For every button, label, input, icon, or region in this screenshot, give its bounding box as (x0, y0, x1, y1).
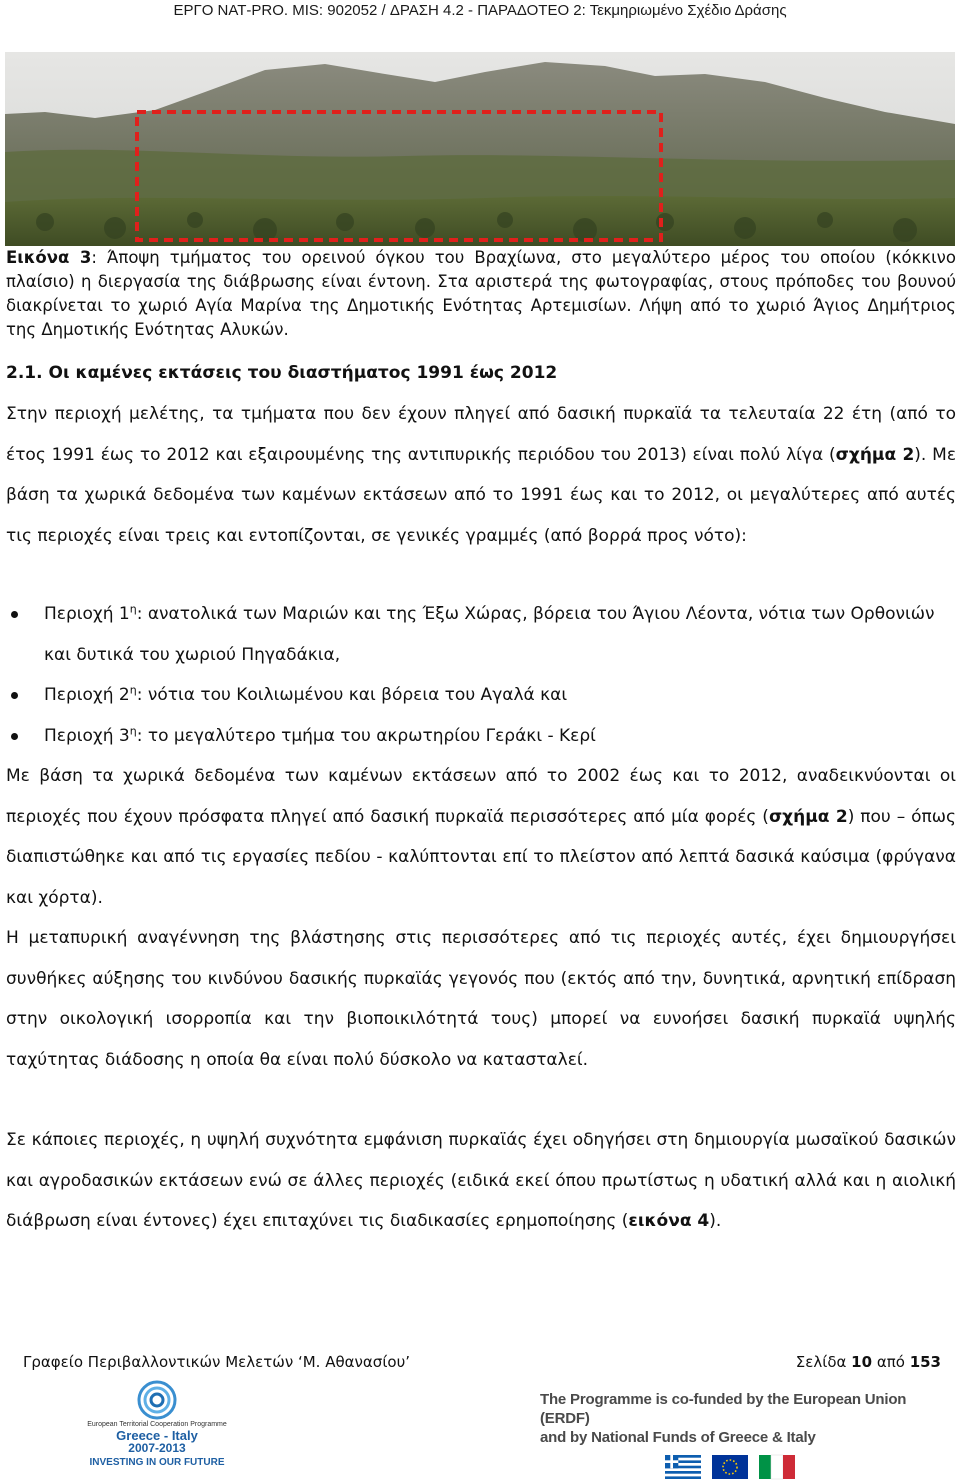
paragraph-2 (6, 756, 956, 918)
areas-list (6, 594, 956, 756)
list-item-text: : νότια του Κοιλιωμένου και βόρεια του Αγαλά και (136, 685, 568, 705)
paragraph-4 (6, 1120, 956, 1242)
paragraph-1 (6, 394, 956, 556)
programme-line1: European Territorial Cooperation Programme (87, 1421, 227, 1428)
list-item-ordinal: η (129, 723, 137, 737)
paragraph-2-text: Με βάση τα χωρικά δεδομένα των καμένων εκτάσεων από το 2002 έως και το 2012, αναδεικνύονται οι περιοχές που έχουν πρόσφατα πληγεί από δασική πυρκαϊά περισσότερες από μία φορές ( (6, 766, 956, 827)
paragraph-4-text: Σε κάποιες περιοχές, η υψηλή συχνότητα εμφάνιση πυρκαϊάς έχει οδηγήσει στη δημιουργία μωσαϊκού δασικών και αγροδασικών εκτάσεων ενώ σε άλλες περιοχές (ειδικά εκεί όπου πρωτίστως η υδατική αλλά και η αιολική διάβρωση είναι έντονες) έχει επιταχύνει τις διαδικασίες ερημοποίησης ( (6, 1130, 956, 1231)
eu-flag-icon (712, 1455, 748, 1479)
list-item-label: Περιοχή 1 (44, 604, 130, 624)
cofund-line-1: The Programme is co-funded by the European Union (ERDF) (540, 1391, 907, 1427)
current-page: 10 (851, 1353, 873, 1371)
figure-reference: εικόνα 4 (628, 1211, 710, 1231)
programme-years: 2007-2013 (128, 1441, 186, 1455)
paragraph-4-text: ). (709, 1211, 722, 1231)
list-item (6, 594, 956, 675)
figure-reference: σχήμα 2 (835, 444, 915, 465)
figure-caption-text: : Άποψη τμήματος του ορεινού όγκου του Βραχίωνα, στο μεγαλύτερο μέρος του οποίου (κόκκινο πλαίσιο) η διεργασία της διάβρωσης είναι έντονη. Στα αριστερά της φωτογραφίας, στους πρόποδες του βουνού διακρίνεται το χωριό Αγία Μαρίνα της Δημοτικής Ενότητας Αρτεμισίων. Λήψη από το χωριό Άγιος Δημήτριος της Δημοτικής Ενότητας Αλυκών. (6, 248, 956, 339)
list-item-text: : ανατολικά των Μαριών και της Έξω Χώρας, βόρεια του Άγιου Λέοντα, νότια των Ορθονιών και δυτικά του χωριού Πηγαδάκια, (44, 604, 935, 665)
list-item-label: Περιοχή 2 (44, 685, 130, 705)
list-item-text: : το μεγαλύτερο τμήμα του ακρωτηρίου Γεράκι - Κερί (136, 725, 596, 746)
list-item (6, 716, 956, 757)
cofunding-statement (540, 1390, 940, 1465)
paragraph-2-text: ) που – όπως διαπιστώθηκε και από τις εργασίες πεδίου - καλύπτονται επί το πλείστον από λεπτά δασικά καύσιμα (φρύγανα και χόρτα). (6, 806, 956, 908)
list-item-label: Περιοχή 3 (44, 725, 130, 746)
mountain-photo (5, 52, 955, 246)
document-header-title: ΕΡΓΟ ΝΑΤ-PRO. MIS: 902052 / ΔΡΑΣΗ 4.2 - ΠΑΡΑΔΟΤΕΟ 2: Τεκμηριωμένο Σχέδιο Δράσης (173, 2, 787, 19)
greece-italy-programme-logo (62, 1380, 252, 1468)
figure-caption (6, 246, 956, 342)
bullet-icon (11, 733, 18, 740)
greek-flag-icon (665, 1455, 701, 1479)
total-pages: 153 (909, 1353, 941, 1371)
cofund-line-2: and by National Funds of Greece & Italy (540, 1429, 816, 1446)
page-separator: από (872, 1353, 910, 1371)
figure-caption-label: Εικόνα 3 (6, 248, 92, 267)
list-item-ordinal: η (129, 602, 137, 616)
list-item-ordinal: η (129, 683, 137, 697)
italian-flag-icon (759, 1455, 795, 1479)
list-item (6, 675, 956, 716)
bullet-icon (11, 611, 18, 618)
footer-office-name: Γραφείο Περιβαλλοντικών Μελετών ‘Μ. Αθανασίου’ (23, 1353, 411, 1371)
spiral-emblem-icon (139, 1382, 175, 1418)
page-label: Σελίδα (795, 1353, 852, 1371)
figure-reference: σχήμα 2 (768, 806, 848, 827)
bullet-icon (11, 692, 18, 699)
paragraph-3: Η μεταπυρική αναγέννηση της βλάστησης στις περισσότερες από τις περιοχές αυτές, έχει δημιουργήσει συνθήκες αύξησης του κινδύνου δασικής πυρκαϊάς γεγονός που (εκτός από την, δυνητικά, αρνητική επίδραση στην οικολογική ισορροπία και την βιοποικιλότητά τους) μπορεί να ευνοήσει δασική πυρκαϊά υψηλής ταχύτητας διάδοσης η οποία θα είναι πολύ δύσκολο να κατασταλεί. (6, 928, 956, 1070)
page-number (796, 1352, 941, 1372)
paragraph-1-text: Στην περιοχή μελέτης, τα τμήματα που δεν έχουν πληγεί από δασική πυρκαϊά τα τελευταία 22 έτη (από το έτος 1991 έως το 2012 και εξαιρουμένης της αντιπυρικής περιόδου του 2013) είναι πολύ λίγα ( (6, 404, 956, 465)
paragraph-1-text: ). Με βάση τα χωρικά δεδομένα των καμένων εκτάσεων από το 1991 έως και το 2012, οι μεγαλύτερες από αυτές τις περιοχές είναι τρεις και εντοπίζονται, σε γενικές γραμμές (από βορρά προς νότο): (6, 444, 957, 546)
programme-slogan: INVESTING IN OUR FUTURE (89, 1457, 225, 1468)
programme-name: Greece - Italy (116, 1428, 198, 1443)
section-heading: 2.1. Οι καμένες εκτάσεις του διαστήματος 1991 έως 2012 (6, 363, 558, 383)
